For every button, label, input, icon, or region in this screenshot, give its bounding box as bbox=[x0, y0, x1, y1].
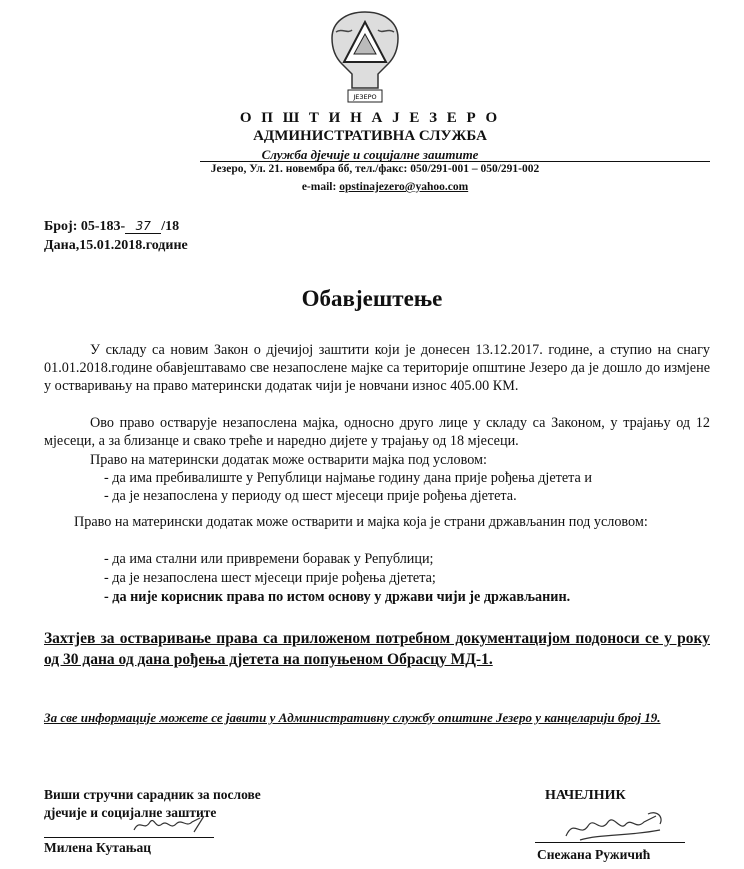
list-item: - да има стални или привремени боравак у Републици; bbox=[104, 551, 434, 567]
service-title: Служба дјечије и социјалне заштите bbox=[261, 147, 479, 162]
document-title: Обавјештење bbox=[301, 286, 443, 311]
handwritten-signature-left bbox=[130, 812, 210, 838]
email-line bbox=[220, 181, 550, 193]
left-signatory-title-1: Виши стручни сарадник за послове bbox=[44, 787, 261, 802]
municipality-title: О П Ш Т И Н А Ј Е З Е Р О bbox=[239, 110, 501, 126]
number-handwritten: 37 bbox=[125, 219, 161, 234]
number-suffix: /18 bbox=[161, 219, 180, 234]
handwritten-signature-right bbox=[560, 808, 670, 844]
right-signature-line bbox=[535, 842, 685, 843]
list-item: - да има пребивалиште у Републици најмање годину дана прије рођења дјетета и bbox=[104, 470, 592, 486]
document-number bbox=[44, 219, 179, 235]
paragraph-right: Ово право остварује незапослена мајка, односно друго лице у складу са Законом, у трајању од 12 мјесеци, а за близанце и свако треће и наредно дијете у трајању од 18 мјесеци. bbox=[44, 415, 710, 449]
list-item: - да је незапослена шест мјесеци прије рођења дјетета; bbox=[104, 570, 436, 586]
email-label: e-mail: bbox=[301, 181, 340, 193]
document-date: Дана,15.01.2018.године bbox=[44, 238, 188, 253]
right-signatory-name: Снежана Ружичић bbox=[537, 847, 651, 862]
left-signatory-title-2: дјечије и социјалне заштите bbox=[44, 805, 217, 820]
header-divider bbox=[200, 161, 710, 162]
list-item: - да није корисник права по истом основу у држави чији је држављанин. bbox=[104, 589, 571, 605]
left-signature-line bbox=[44, 837, 214, 838]
paragraph-foreign: Право на матерински додатак може остварити и мајка која је страни држављанин под условом: bbox=[74, 514, 648, 530]
coat-of-arms-icon bbox=[326, 8, 404, 106]
request-notice: Захтјев за остваривање права са приложеном потребном документацијом подоноси се у року од 30 дана од дана рођења дјетета на попуњеном Обрасцу МД-1. bbox=[44, 630, 710, 668]
right-signatory-title: НАЧЕЛНИК bbox=[545, 788, 626, 803]
number-prefix: Број: 05-183- bbox=[44, 219, 126, 234]
logo-text: ЈЕЗЕРО bbox=[353, 93, 377, 101]
info-notice: За све информације можете се јавити у Административну службу општине Језеро у канцеларији број 19. bbox=[44, 710, 661, 725]
paragraph-conditions: Право на матерински додатак може остварити мајка под условом: bbox=[90, 452, 487, 468]
paragraph-law: У складу са новим Закон о дјечијој заштити који је донесен 13.12.2017. године, а ступио на снагу 01.01.2018.године обавјештавамо све незапослене мајке са територије општине Језеро да је дошло до измјене у остваривању на право матерински додатак чији је новчани износ 405.00 КМ. bbox=[44, 342, 710, 394]
address-line: Језеро, Ул. 21. новембра бб, тел./факс: 050/291-001 – 050/291-002 bbox=[210, 163, 540, 175]
list-item: - да је незапослена у периоду од шест мјесеци прије рођења дјетета. bbox=[104, 488, 517, 504]
email-link[interactable]: opstinajezero@yahoo.com bbox=[339, 181, 469, 193]
left-signatory-name: Милена Кутањац bbox=[44, 840, 152, 855]
administration-title: АДМИНИСТРАТИВНА СЛУЖБА bbox=[253, 128, 487, 144]
